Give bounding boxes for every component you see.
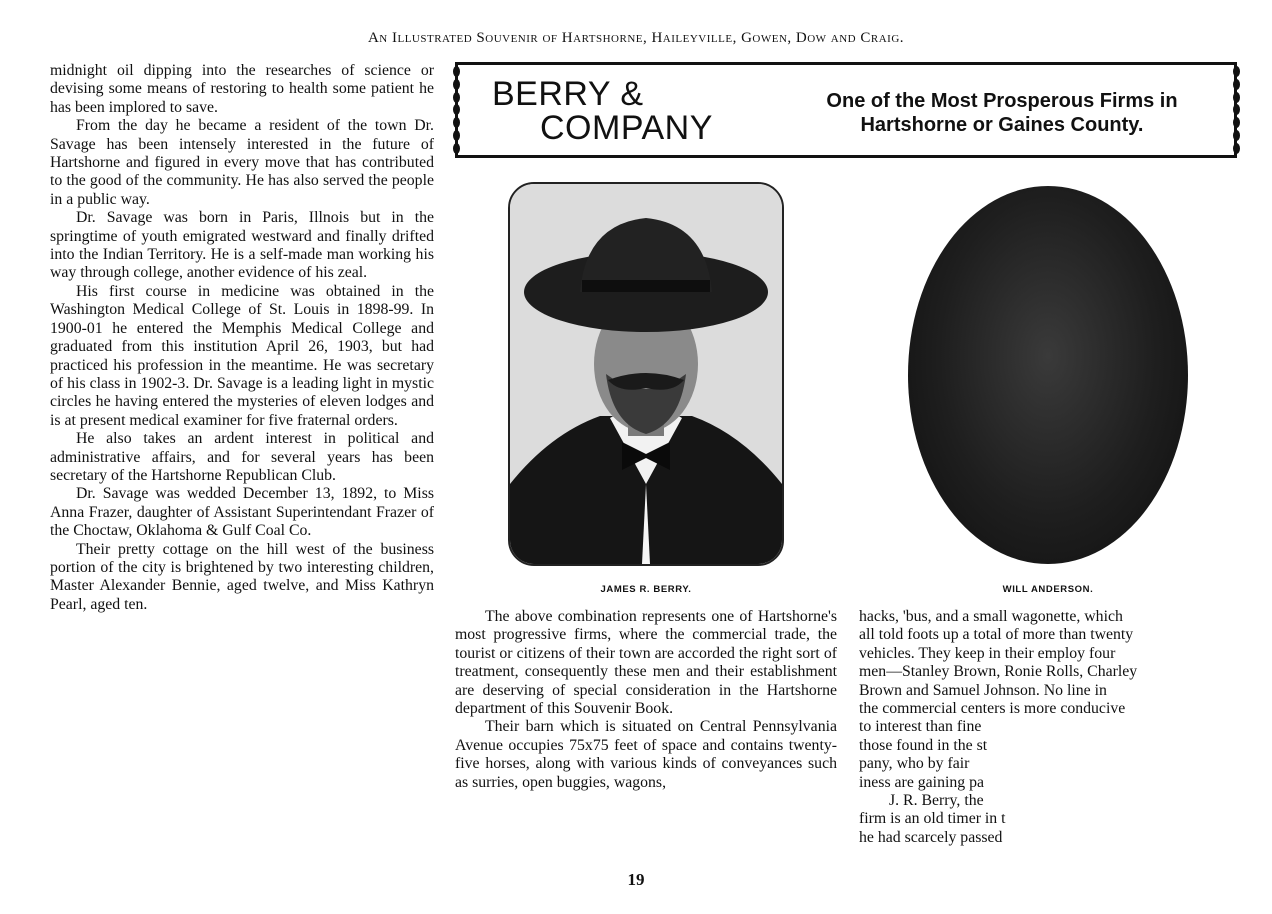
left-text-column	[50, 62, 434, 614]
running-header: An Illustrated Souvenir of Hartshorne, Haileyville, Gowen, Dow and Craig.	[367, 30, 905, 46]
paragraph: He also takes an ardent interest in political and administrative affairs, and for several years has been secretary of the Hartshorne Republican Club.	[50, 430, 434, 484]
text-line: hacks, 'bus, and a small wagonette, which	[859, 608, 1123, 625]
portrait-illustration	[510, 184, 782, 564]
chain-border-right	[1232, 65, 1240, 155]
banner-subtitle-line: One of the Most Prosperous Firms in	[826, 90, 1178, 112]
text-line: Brown and Samuel Johnson. No line in	[859, 681, 1107, 699]
paragraph: Dr. Savage was born in Paris, Illnois but in the springtime of youth emigrated westward and finally drifted into the Indian Territory. He is a self-made man working his way through college, another evidence of his zeal.	[50, 209, 434, 282]
paragraph: Dr. Savage was wedded December 13, 1892, to Miss Anna Frazer, daughter of Assistant Superintendant Frazer of the Choctaw, Oklahoma & Gulf Coal Co.	[50, 485, 434, 540]
text-line: all told foots up a total of more than twenty	[859, 626, 1134, 644]
paragraph: The above combination represents one of Hartshorne's most progressive firms, where the commercial trade, the tourist or citizens of their town are accorded the right sort of treatment, consequently these men and their establishment are deserving of special consideration in the Hartshorne department of this Souvenir Book.	[455, 608, 837, 718]
portrait-photo-james-berry	[508, 182, 784, 566]
photo-caption-left: JAMES R. BERRY.	[600, 584, 692, 595]
photo-caption-right: WILL ANDERSON.	[1002, 584, 1094, 595]
text-line: he had scarcely passed	[859, 828, 1003, 846]
text-line: those found in the st	[859, 736, 988, 754]
page-number: 19	[627, 870, 645, 889]
paragraph: His first course in medicine was obtained in the Washington Medical College of St. Louis in 1898-99. In 1900-01 he entered the Memphis Medical College and graduated from this institution April 26, 1903, but had practiced his profession in the meantime. He was secretary of his class in 1902-3. Dr. Savage is a leading light in mystic circles he having entered the mysteries of eleven lodges and is at present medical examiner for five fraternal orders.	[50, 282, 434, 429]
paragraph: midnight oil dipping into the researches of science or devising some means of restoring to health some patient he has been implored to save.	[50, 62, 434, 116]
text-line: men—Stanley Brown, Ronie Rolls, Charley	[859, 663, 1138, 681]
paragraph: Their barn which is situated on Central Pennsylvania Avenue occupies 75x75 feet of space and contains twenty-five horses, along with various kinds of conveyances such as surries, open buggies, wagons,	[455, 718, 837, 791]
portrait-photo-will-anderson	[908, 186, 1188, 564]
banner-subtitle-line: Hartshorne or Gaines County.	[860, 114, 1144, 136]
banner-title-line: COMPANY	[540, 109, 713, 147]
chain-border-left	[452, 65, 460, 155]
paragraph: Their pretty cottage on the hill west of the business portion of the city is brightened by two interesting children, Master Alexander Bennie, aged twelve, and Miss Kathryn Pearl, aged ten.	[50, 540, 434, 613]
text-line: pany, who by fair	[859, 755, 970, 773]
paragraph: From the day he became a resident of the town Dr. Savage has been intensely interested in the future of Hartshorne and figured in every move that has contributed to the good of the community. He has also served the people in a public way.	[50, 117, 434, 208]
text-line: iness are gaining pa	[859, 773, 985, 791]
faded-print-area	[1012, 728, 1252, 848]
banner-title-line: BERRY &	[492, 75, 644, 113]
text-line: to interest than fine	[859, 718, 982, 736]
text-line: firm is an old timer in t	[859, 810, 1006, 828]
middle-text-column	[455, 608, 837, 792]
firm-banner	[455, 62, 1237, 158]
banner-subtitle	[788, 89, 1216, 137]
text-line: vehicles. They keep in their employ four	[859, 644, 1116, 662]
banner-title	[492, 77, 713, 145]
text-line: the commercial centers is more conducive	[859, 700, 1126, 718]
text-line: J. R. Berry, the	[889, 792, 984, 810]
